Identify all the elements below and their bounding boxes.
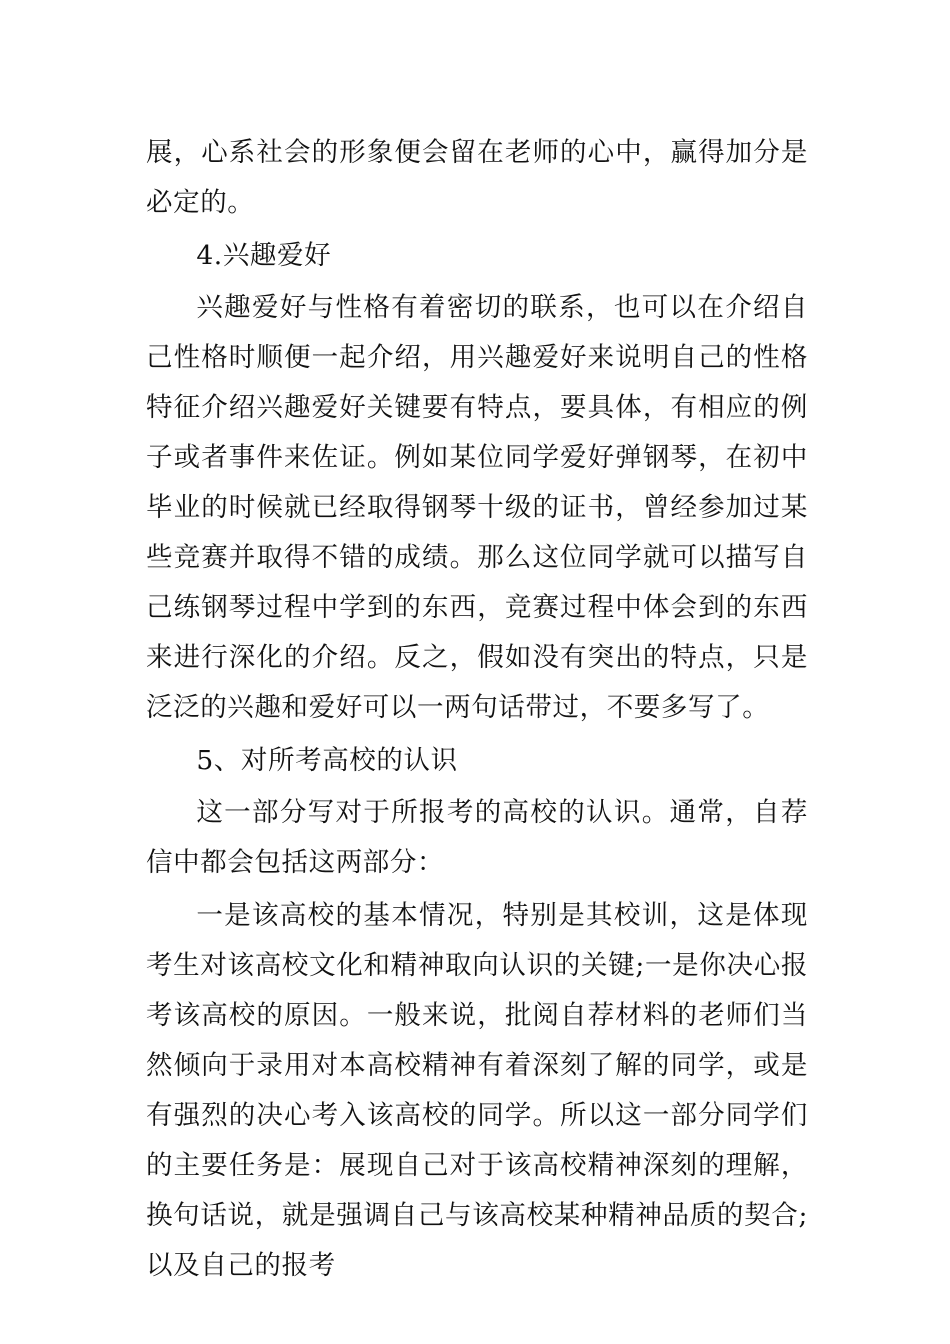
paragraph-hobbies: 兴趣爱好与性格有着密切的联系，也可以在介绍自己性格时顺便一起介绍，用兴趣爱好来说明自己的性格特征介绍兴趣爱好关键要有特点，要具体，有相应的例子或者事件来佐证。例如某位同学爱好弹钢琴，在初中毕业的时候就已经取得钢琴十级的证书，曾经参加过某些竞赛并取得不错的成绩。那么这位同学就可以描写自己练钢琴过程中学到的东西，竞赛过程中体会到的东西来进行深化的介绍。反之，假如没有突出的特点，只是泛泛的兴趣和爱好可以一两句话带过，不要多写了。	[146, 292, 808, 723]
section-heading-university: 5、对所考高校的认识	[196, 744, 458, 776]
paragraph-continuation: 展，心系社会的形象便会留在老师的心中，赢得加分是必定的。	[146, 137, 808, 218]
section-heading-hobbies: 4.兴趣爱好	[196, 239, 332, 271]
paragraph-university-details: 一是该高校的基本情况，特别是其校训，这是体现考生对该高校文化和精神取向认识的关键;一是你决心报考该高校的原因。一般来说，批阅自荐材料的老师们当然倾向于录用对本高校精神有着深刻了解的同学，或是有强烈的决心考入该高校的同学。所以这一部分同学们的主要任务是：展现自己对于该高校精神深刻的理解，换句话说，就是强调自己与该高校某种精神品质的契合;以及自己的报考	[146, 899, 808, 1281]
document-page	[146, 128, 808, 1293]
paragraph-university-intro: 这一部分写对于所报考的高校的认识。通常，自荐信中都会包括这两部分：	[146, 797, 808, 878]
